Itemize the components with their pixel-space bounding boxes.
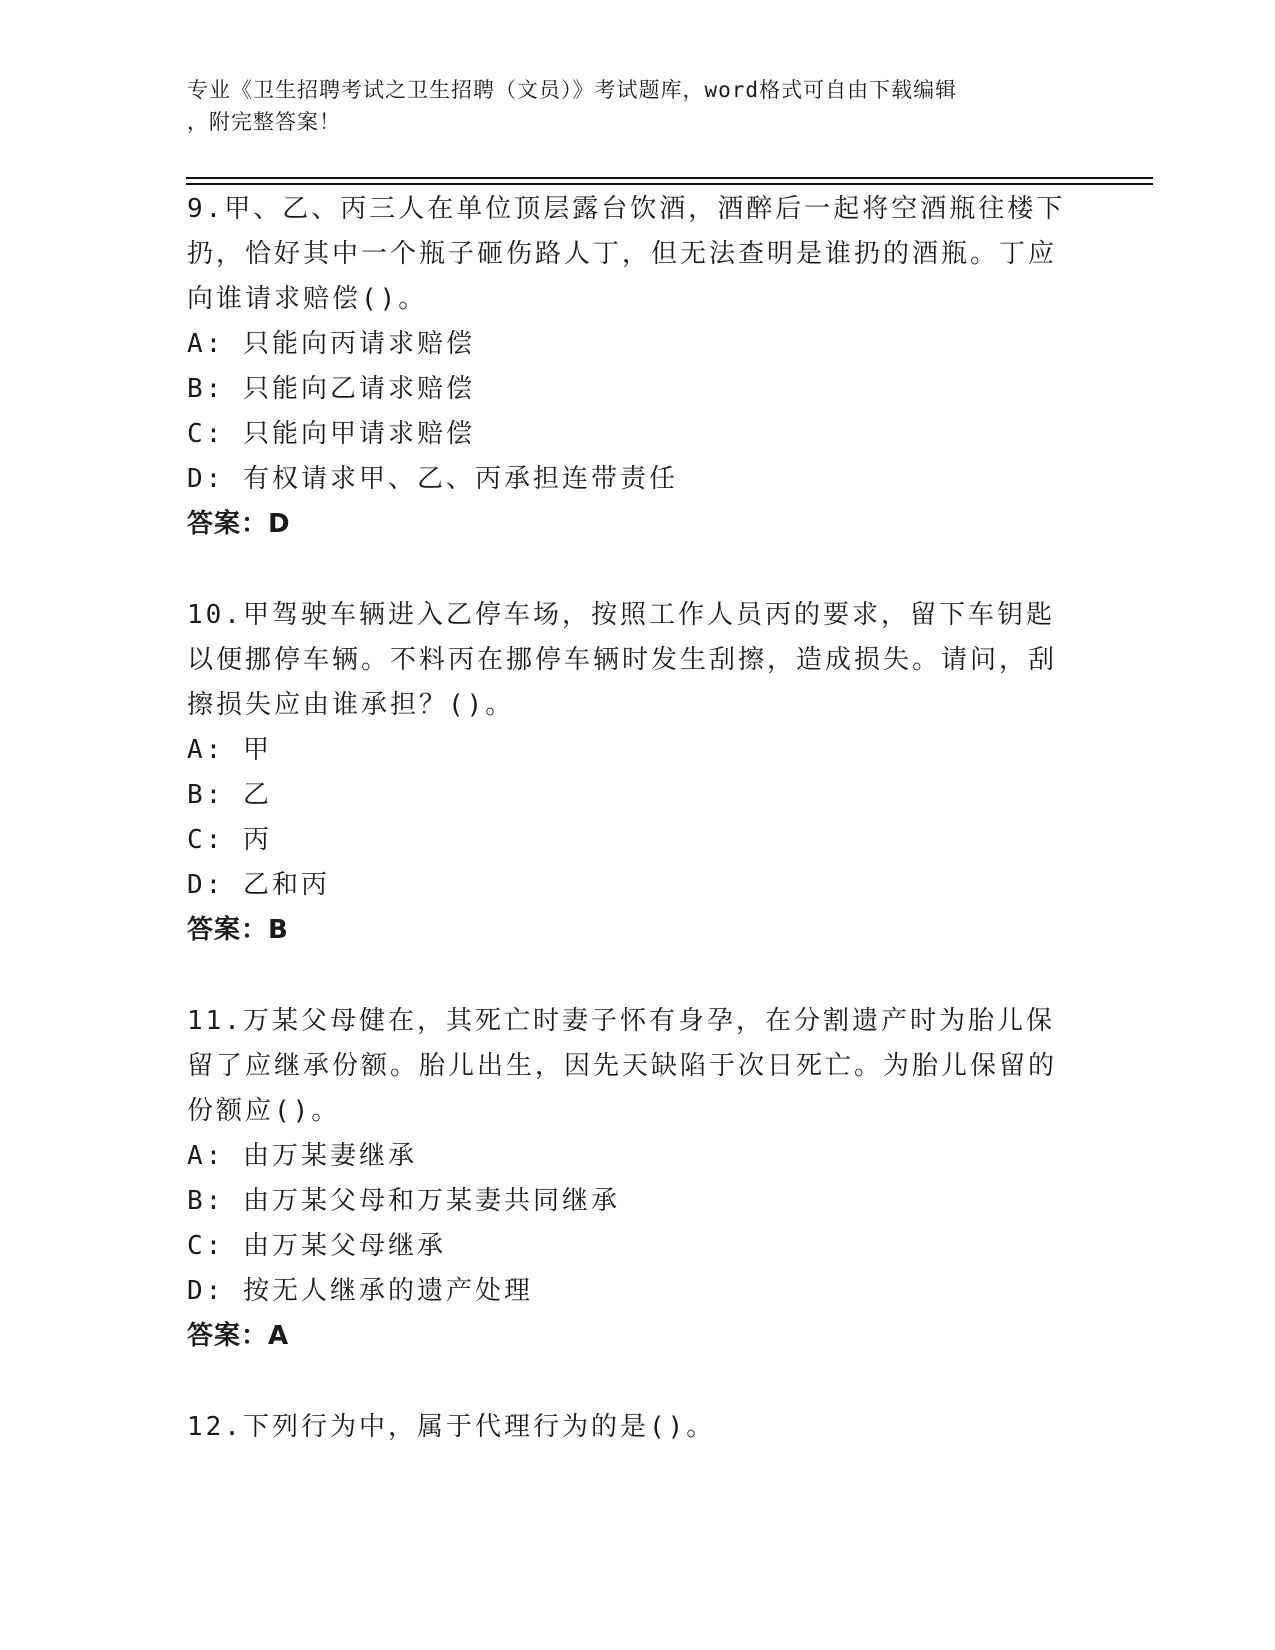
question-9 <box>187 187 1067 547</box>
header-line-1: 专业《卫生招聘考试之卫生招聘（文员）》考试题库，word格式可自由下载编辑 <box>187 78 958 102</box>
option-b: B: 由万某父母和万某妻共同继承 <box>187 1186 620 1216</box>
question-text: 9.甲、乙、丙三人在单位顶层露台饮酒，酒醉后一起将空酒瓶往楼下扔，恰好其中一个瓶子砸伤路人丁，但无法查明是谁扔的酒瓶。丁应向谁请求赔偿()。 <box>187 194 1066 314</box>
option-c: C: 丙 <box>187 825 272 855</box>
answer: 答案：A <box>187 1321 290 1351</box>
option-c: C: 由万某父母继承 <box>187 1231 446 1261</box>
question-10 <box>187 593 1067 953</box>
header-divider-bottom <box>186 183 1153 185</box>
option-a: A: 由万某妻继承 <box>187 1141 417 1171</box>
answer: 答案：D <box>187 509 291 539</box>
question-text: 11.万某父母健在，其死亡时妻子怀有身孕，在分割遗产时为胎儿保留了应继承份额。胎儿出生，因先天缺陷于次日死亡。为胎儿保留的份额应()。 <box>187 1006 1058 1126</box>
question-text: 10.甲驾驶车辆进入乙停车场，按照工作人员丙的要求，留下车钥匙以便挪停车辆。不料丙在挪停车辆时发生刮擦，造成损失。请问，刮擦损失应由谁承担？()。 <box>187 600 1058 720</box>
header-line-2: ，附完整答案！ <box>187 110 341 134</box>
answer: 答案：B <box>187 915 289 945</box>
option-c: C: 只能向甲请求赔偿 <box>187 419 475 449</box>
option-a: A: 只能向丙请求赔偿 <box>187 329 475 359</box>
option-d: D: 有权请求甲、乙、丙承担连带责任 <box>187 464 678 494</box>
question-list <box>187 187 1067 1450</box>
option-d: D: 按无人继承的遗产处理 <box>187 1276 533 1306</box>
option-d: D: 乙和丙 <box>187 870 330 900</box>
option-a: A: 甲 <box>187 735 272 765</box>
question-11 <box>187 999 1067 1359</box>
option-b: B: 只能向乙请求赔偿 <box>187 374 475 404</box>
question-text: 12.下列行为中，属于代理行为的是()。 <box>187 1412 716 1442</box>
question-12 <box>187 1405 1067 1450</box>
option-b: B: 乙 <box>187 780 272 810</box>
document-header <box>187 74 1067 138</box>
header-divider-top <box>186 177 1153 179</box>
